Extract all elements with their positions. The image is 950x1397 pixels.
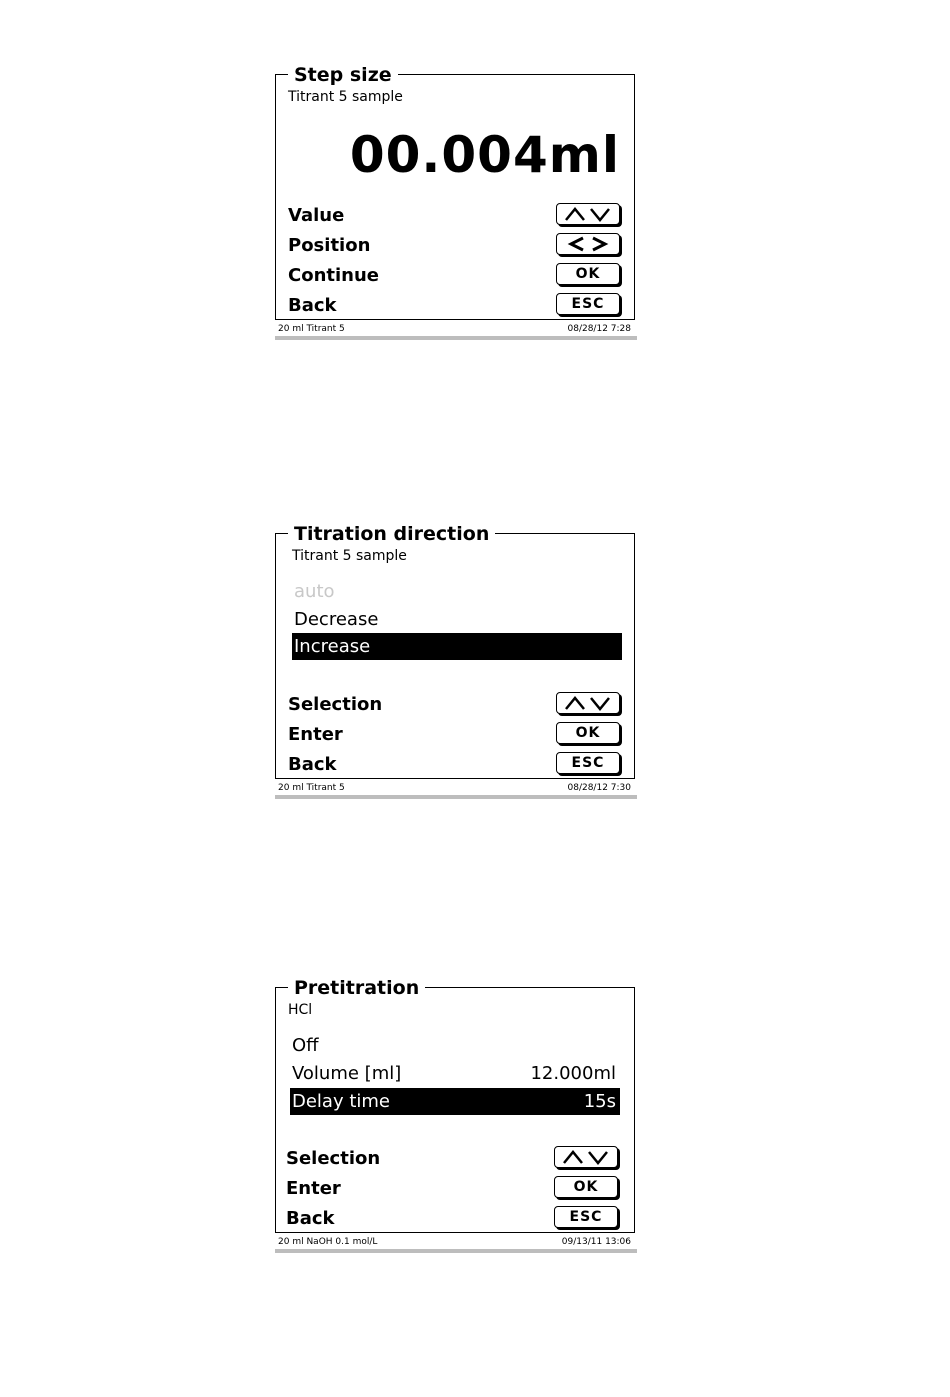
step-size-frame: [275, 64, 635, 320]
control-row-selection: [276, 691, 634, 721]
option-value: 15s: [583, 1091, 616, 1112]
status-bar: [275, 779, 637, 799]
option-volume[interactable]: [290, 1060, 620, 1087]
control-label: Back: [286, 1208, 335, 1229]
left-right-arrows-icon: [563, 236, 613, 252]
status-bar: [275, 320, 637, 340]
option-label: Volume [ml]: [292, 1063, 402, 1084]
control-label: Back: [288, 295, 337, 316]
screen-subtitle: HCl: [288, 1002, 313, 1018]
option-label: Off: [292, 1035, 319, 1056]
control-row-enter: [276, 1175, 634, 1205]
control-row-value: [276, 202, 634, 232]
screen-title: Titration direction: [288, 524, 495, 544]
control-row-back: [276, 292, 634, 322]
option-off[interactable]: [290, 1032, 620, 1059]
esc-key[interactable]: ESC: [554, 1206, 618, 1228]
control-row-enter: [276, 721, 634, 751]
option-auto: auto: [294, 581, 335, 602]
ok-key[interactable]: OK: [556, 722, 620, 744]
control-label: Continue: [288, 265, 380, 286]
control-row-back: [276, 1205, 634, 1235]
control-row-continue: [276, 262, 634, 292]
screen-title: Step size: [288, 65, 398, 85]
esc-key[interactable]: ESC: [556, 293, 620, 315]
control-label: Value: [288, 205, 345, 226]
status-titrant: 20 ml Titrant 5: [278, 783, 345, 793]
option-decrease[interactable]: Decrease: [294, 609, 379, 630]
up-down-arrows-icon: [563, 695, 613, 711]
up-down-arrows-icon: [561, 1149, 611, 1165]
option-increase[interactable]: Increase: [292, 633, 622, 660]
ok-key[interactable]: OK: [554, 1176, 618, 1198]
up-down-key[interactable]: [556, 203, 620, 225]
esc-key[interactable]: ESC: [556, 752, 620, 774]
option-delay-time[interactable]: [290, 1088, 620, 1115]
step-size-screen: [275, 64, 637, 342]
control-label: Selection: [288, 694, 383, 715]
control-label: Enter: [286, 1178, 341, 1199]
screen-subtitle: Titrant 5 sample: [288, 89, 403, 105]
control-row-position: [276, 232, 634, 262]
up-down-arrows-icon: [563, 206, 613, 222]
pretitration-frame: [275, 977, 635, 1233]
screen-subtitle: Titrant 5 sample: [292, 548, 407, 564]
up-down-key[interactable]: [556, 692, 620, 714]
step-size-value: 00.004ml: [349, 126, 620, 184]
status-datetime: 08/28/12 7:28: [567, 324, 631, 334]
up-down-key[interactable]: [554, 1146, 618, 1168]
status-datetime: 09/13/11 13:06: [561, 1237, 631, 1247]
status-titrant: 20 ml Titrant 5: [278, 324, 345, 334]
titration-direction-frame: [275, 523, 635, 779]
screen-title: Pretitration: [288, 978, 425, 998]
control-label: Enter: [288, 724, 343, 745]
control-label: Back: [288, 754, 337, 775]
control-row-selection: [276, 1145, 634, 1175]
status-datetime: 08/28/12 7:30: [567, 783, 631, 793]
ok-key[interactable]: OK: [556, 263, 620, 285]
control-label: Selection: [286, 1148, 381, 1169]
titration-direction-screen: [275, 523, 637, 801]
status-bar: [275, 1233, 637, 1253]
left-right-key[interactable]: [556, 233, 620, 255]
option-value: 12.000ml: [530, 1063, 616, 1084]
status-titrant: 20 ml NaOH 0.1 mol/L: [278, 1237, 378, 1247]
control-row-back: [276, 751, 634, 781]
pretitration-screen: [275, 977, 637, 1255]
option-label: Delay time: [292, 1091, 391, 1112]
control-label: Position: [288, 235, 371, 256]
